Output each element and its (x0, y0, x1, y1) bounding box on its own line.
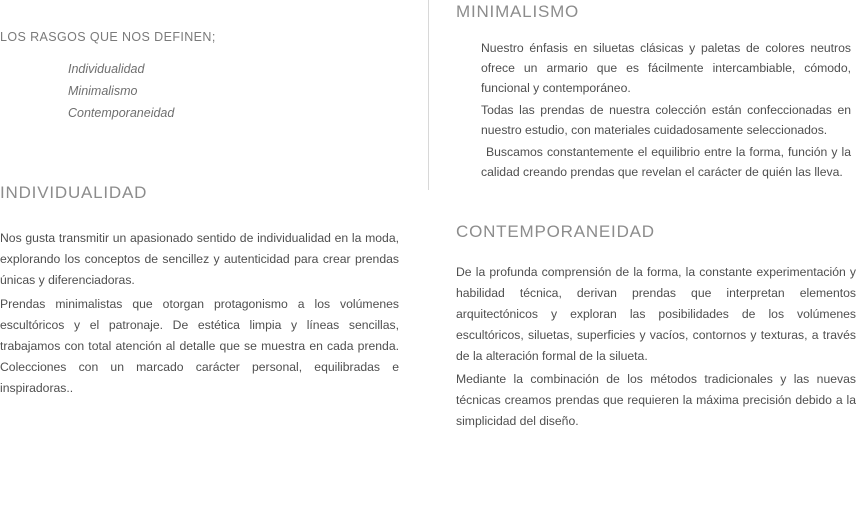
section-title-minimalismo: MINIMALISMO (456, 2, 580, 21)
section-title-individualidad: INDIVIDUALIDAD (0, 183, 148, 202)
section-title-contemporaneidad: CONTEMPORANEIDAD (456, 222, 655, 241)
vertical-divider (428, 0, 429, 190)
traits-heading: LOS RASGOS QUE NOS DEFINEN; (0, 30, 216, 44)
individualidad-body (0, 228, 399, 402)
minimalismo-body (481, 38, 851, 184)
contemporaneidad-body (456, 262, 856, 434)
paragraph: Prendas minimalistas que otorgan protagonismo a los volúmenes escultóricos y el patronaje. De estética limpia y líneas sencillas, trabajamos con total atención al detalle que se muestra en cada prenda. Colecciones con un marcado carácter personal, equilibradas e inspiradoras.. (0, 297, 399, 395)
traits-list (0, 58, 400, 124)
paragraph: Todas las prendas de nuestra colección están confeccionadas en nuestro estudio, con materiales cuidadosamente seleccionados. (481, 103, 851, 137)
paragraph: Nos gusta transmitir un apasionado sentido de individualidad en la moda, explorando los conceptos de sencillez y autenticidad para crear prendas únicas y diferenciadoras. (0, 231, 399, 287)
paragraph: De la profunda comprensión de la forma, la constante experimentación y habilidad técnica, derivan prendas que interpretan elementos arquitectónicos y exploran las posibilidades de los volúmenes escultóricos, siluetas, superficies y vacíos, contornos y texturas, a través de la alteración formal de la silueta. (456, 265, 856, 363)
list-item: Individualidad (68, 62, 145, 76)
paragraph: Buscamos constantemente el equilibrio entre la forma, función y la calidad creando prendas que revelan el carácter de quién las lleva. (481, 145, 851, 179)
list-item: Minimalismo (68, 84, 138, 98)
paragraph: Mediante la combinación de los métodos tradicionales y las nuevas técnicas creamos prendas que requieren la máxima precisión debido a la simplicidad del diseño. (456, 372, 856, 428)
list-item: Contemporaneidad (68, 106, 175, 120)
paragraph: Nuestro énfasis en siluetas clásicas y paletas de colores neutros ofrece un armario que es fácilmente intercambiable, cómodo, funcional y contemporáneo. (481, 41, 851, 95)
left-column (0, 0, 400, 124)
